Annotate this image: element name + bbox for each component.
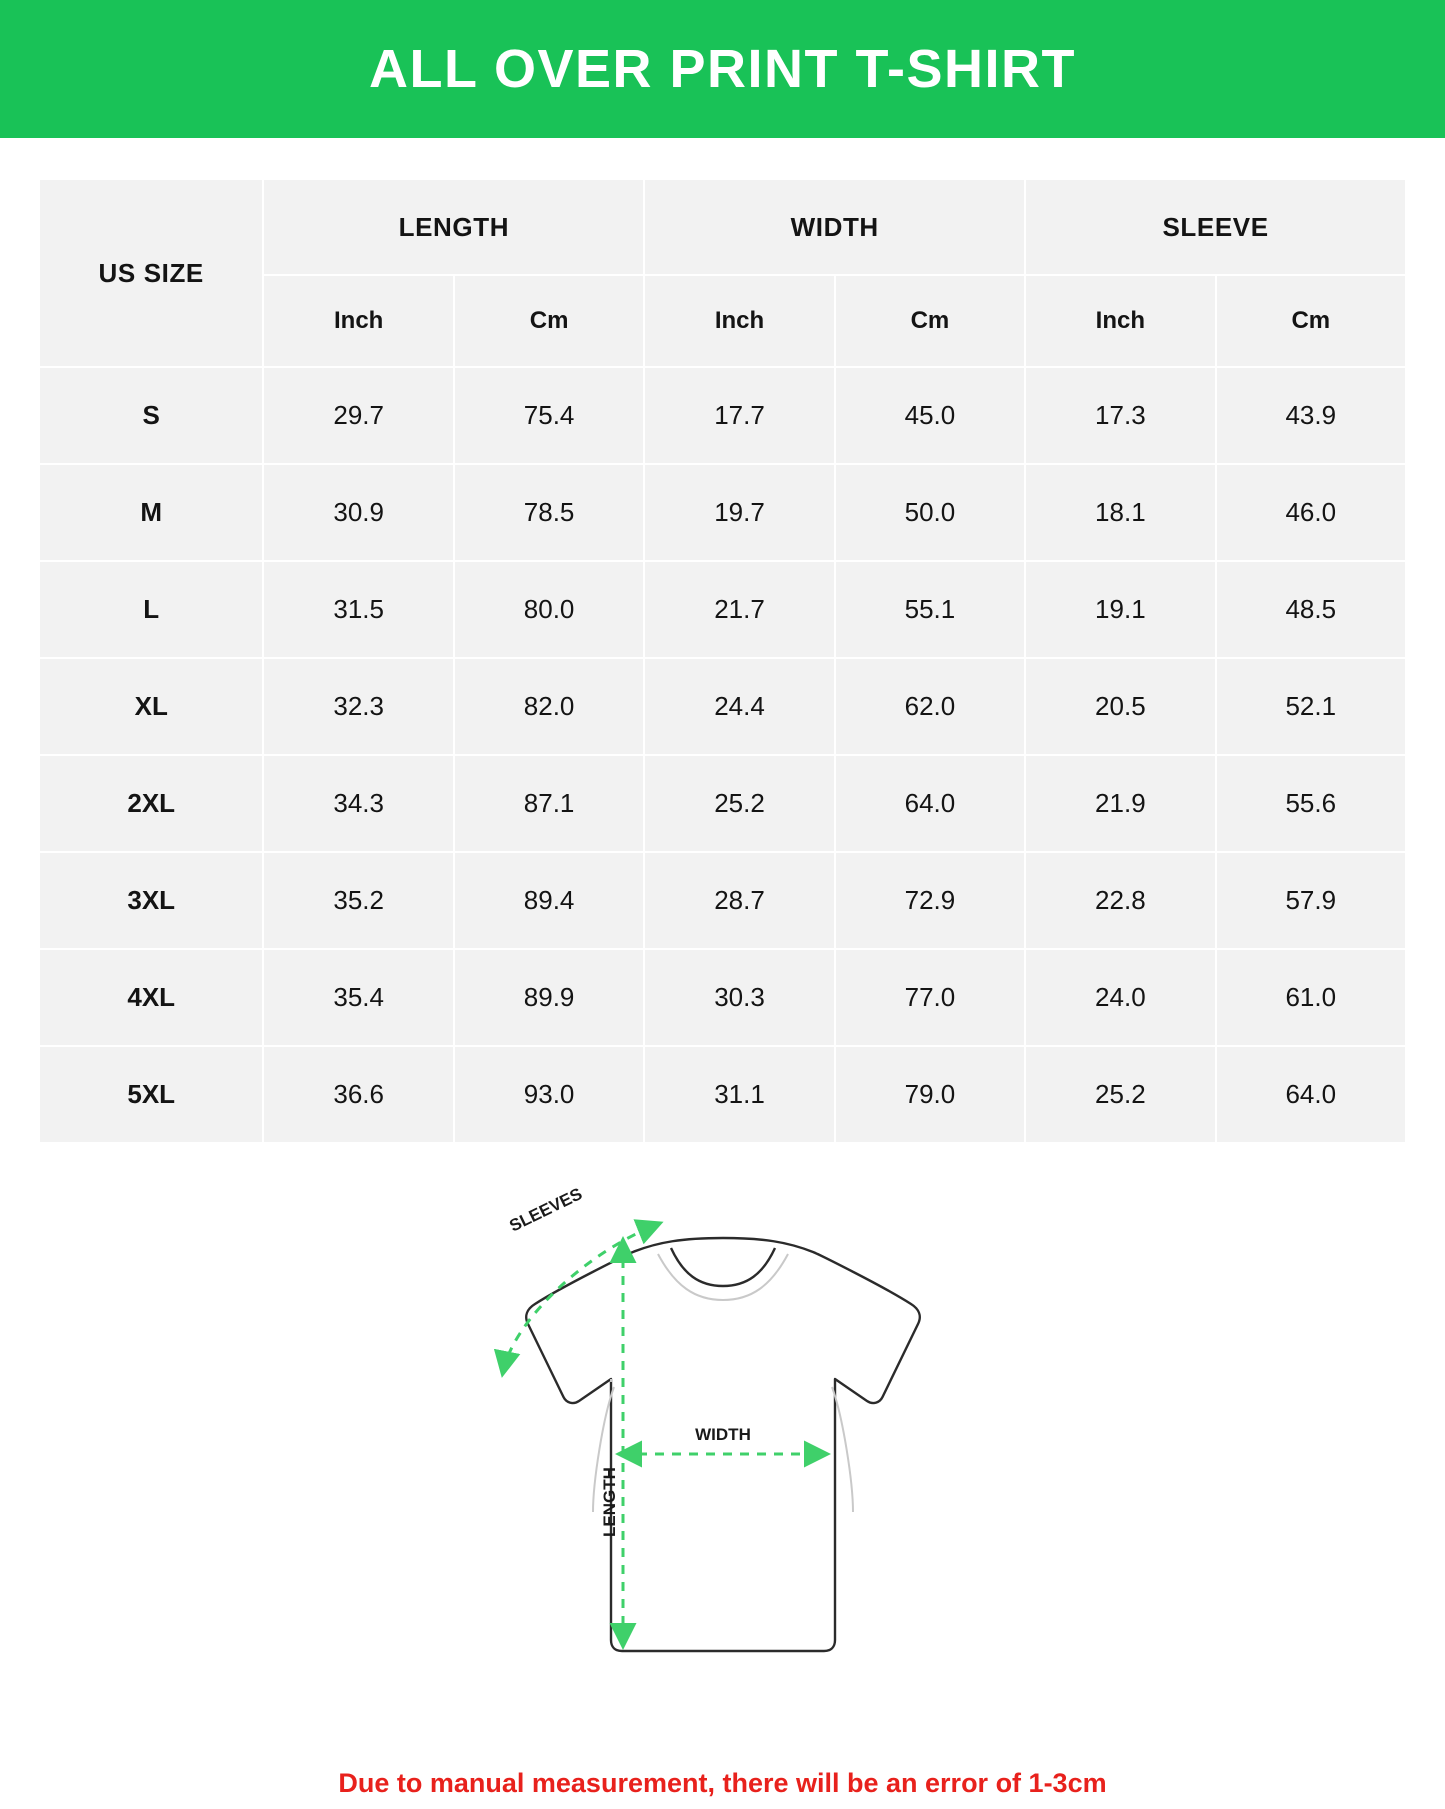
cell-width-inch: 24.4 [644,658,834,755]
tshirt-measurement-diagram [443,1182,1003,1742]
tshirt-outline-icon [526,1238,920,1651]
cell-length-inch: 34.3 [263,755,453,852]
cell-width-inch: 19.7 [644,464,834,561]
cell-sleeve-inch: 18.1 [1025,464,1215,561]
table-row [39,1046,1406,1143]
cell-length-cm: 80.0 [454,561,644,658]
cell-length-inch: 32.3 [263,658,453,755]
cell-sleeve-inch: 17.3 [1025,367,1215,464]
cell-sleeve-inch: 25.2 [1025,1046,1215,1143]
cell-length-inch: 35.2 [263,852,453,949]
cell-length-cm: 82.0 [454,658,644,755]
measurement-disclaimer: Due to manual measurement, there will be an error of 1-3cm [338,1768,1107,1798]
width-label: WIDTH [694,1425,751,1444]
cell-sleeve-cm: 43.9 [1216,367,1406,464]
cell-length-cm: 89.4 [454,852,644,949]
header-width: WIDTH [644,179,1025,275]
cell-size: XL [39,658,263,755]
cell-length-inch: 35.4 [263,949,453,1046]
cell-sleeve-inch: 22.8 [1025,852,1215,949]
cell-sleeve-cm: 48.5 [1216,561,1406,658]
cell-size: 3XL [39,852,263,949]
cell-sleeve-cm: 64.0 [1216,1046,1406,1143]
unit-width-cm: Cm [835,275,1025,367]
cell-length-inch: 29.7 [263,367,453,464]
cell-length-cm: 87.1 [454,755,644,852]
table-group-header-row [39,179,1406,275]
table-row [39,367,1406,464]
cell-size: 4XL [39,949,263,1046]
cell-width-inch: 30.3 [644,949,834,1046]
unit-sleeve-cm: Cm [1216,275,1406,367]
table-row [39,852,1406,949]
unit-length-inch: Inch [263,275,453,367]
table-row [39,755,1406,852]
cell-width-cm: 50.0 [835,464,1025,561]
table-row [39,949,1406,1046]
page-title: ALL OVER PRINT T-SHIRT [368,39,1077,99]
cell-sleeve-cm: 46.0 [1216,464,1406,561]
cell-width-inch: 17.7 [644,367,834,464]
cell-width-inch: 25.2 [644,755,834,852]
cell-width-cm: 72.9 [835,852,1025,949]
cell-length-cm: 75.4 [454,367,644,464]
cell-width-cm: 79.0 [835,1046,1025,1143]
cell-size: 2XL [39,755,263,852]
cell-length-cm: 93.0 [454,1046,644,1143]
unit-sleeve-inch: Inch [1025,275,1215,367]
cell-sleeve-inch: 24.0 [1025,949,1215,1046]
header-sleeve: SLEEVE [1025,179,1406,275]
length-label: LENGTH [599,1467,619,1537]
cell-length-inch: 36.6 [263,1046,453,1143]
cell-width-cm: 64.0 [835,755,1025,852]
size-chart-container [0,138,1445,1144]
cell-sleeve-inch: 20.5 [1025,658,1215,755]
unit-length-cm: Cm [454,275,644,367]
header-banner [0,0,1445,138]
tshirt-diagram-svg [443,1182,1003,1742]
cell-width-cm: 77.0 [835,949,1025,1046]
cell-sleeve-cm: 61.0 [1216,949,1406,1046]
cell-length-inch: 30.9 [263,464,453,561]
cell-length-cm: 78.5 [454,464,644,561]
header-us-size: US SIZE [39,179,263,367]
cell-sleeve-inch: 19.1 [1025,561,1215,658]
cell-size: S [39,367,263,464]
sleeve-label: SLEEVES [505,1184,585,1236]
cell-sleeve-cm: 55.6 [1216,755,1406,852]
measurement-diagram-container [0,1182,1445,1742]
cell-size: M [39,464,263,561]
table-row [39,464,1406,561]
header-length: LENGTH [263,179,644,275]
cell-length-inch: 31.5 [263,561,453,658]
cell-width-inch: 28.7 [644,852,834,949]
cell-width-cm: 62.0 [835,658,1025,755]
cell-width-inch: 21.7 [644,561,834,658]
cell-size: 5XL [39,1046,263,1143]
unit-width-inch: Inch [644,275,834,367]
cell-width-cm: 55.1 [835,561,1025,658]
table-row [39,561,1406,658]
cell-sleeve-cm: 52.1 [1216,658,1406,755]
size-chart-table [38,178,1407,1144]
cell-width-cm: 45.0 [835,367,1025,464]
cell-size: L [39,561,263,658]
cell-length-cm: 89.9 [454,949,644,1046]
table-row [39,658,1406,755]
cell-sleeve-inch: 21.9 [1025,755,1215,852]
cell-sleeve-cm: 57.9 [1216,852,1406,949]
cell-width-inch: 31.1 [644,1046,834,1143]
